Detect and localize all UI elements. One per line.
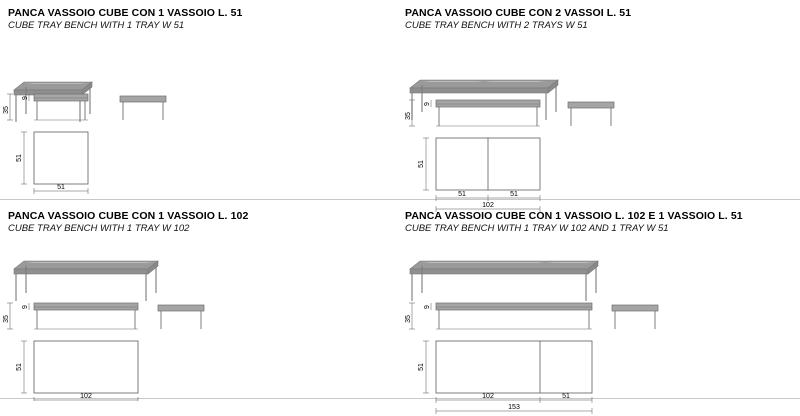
dim-depth-label: 51	[16, 363, 23, 371]
dim-height-label: 35	[3, 315, 10, 323]
section-top-left	[0, 0, 395, 200]
plan-view	[34, 341, 138, 393]
perspective-view	[410, 261, 598, 301]
dimension-tray-height	[22, 303, 29, 310]
plan-view	[34, 132, 88, 184]
dimension-height	[3, 303, 13, 329]
dim-tray-height-label: 9	[424, 305, 431, 309]
plan-view	[436, 138, 540, 190]
dim-tray-height-label: 9	[22, 305, 29, 309]
product-drawing-top-left	[0, 38, 395, 198]
section-subtitle: CUBE TRAY BENCH WITH 1 TRAY W 102 AND 1 TRAY W 51	[405, 223, 669, 234]
dimension-total-width	[436, 404, 592, 414]
dim-total-width-label: 153	[508, 404, 520, 411]
front-elevation	[436, 303, 592, 329]
dimension-widths	[436, 393, 592, 403]
dimension-depth	[16, 341, 27, 393]
dimension-tray-height	[424, 303, 431, 310]
section-subtitle: CUBE TRAY BENCH WITH 1 TRAY W 102	[8, 223, 190, 234]
perspective-view	[14, 261, 158, 301]
dimension-width	[34, 184, 88, 194]
dim-width-label-1: 51	[458, 191, 466, 198]
section-bottom-left	[0, 205, 395, 400]
dim-height-label: 35	[3, 106, 10, 114]
section-title: PANCA VASSOIO CUBE CON 1 VASSOIO L. 51	[8, 7, 243, 19]
dimension-height	[3, 94, 13, 120]
side-elevation	[568, 102, 614, 126]
dim-depth-label: 51	[418, 363, 425, 371]
section-subtitle: CUBE TRAY BENCH WITH 2 TRAYS W 51	[405, 20, 588, 31]
dim-tray-height-label: 9	[424, 102, 431, 106]
dim-total-width-label: 102	[482, 202, 494, 209]
dimension-widths	[436, 191, 540, 201]
dimension-depth	[418, 341, 429, 393]
section-subtitle: CUBE TRAY BENCH WITH 1 TRAY W 51	[8, 20, 185, 31]
dim-height-label: 35	[405, 112, 412, 120]
section-bottom-right	[400, 205, 800, 411]
dim-width-label-2: 51	[510, 191, 518, 198]
side-elevation	[612, 305, 658, 329]
section-title: PANCA VASSOIO CUBE CON 2 VASSOI L. 51	[405, 7, 632, 19]
dim-height-label: 35	[405, 315, 412, 323]
section-title: PANCA VASSOIO CUBE CON 1 VASSOIO L. 102 E 1 VASSOIO L. 51	[405, 210, 743, 222]
dim-width-label: 51	[57, 184, 65, 191]
plan-view	[436, 341, 592, 393]
dim-depth-label: 51	[418, 160, 425, 168]
product-drawing-bottom-left	[0, 241, 395, 401]
perspective-view	[14, 82, 92, 122]
front-elevation	[436, 100, 540, 126]
dimension-depth	[16, 132, 27, 184]
dimension-height	[405, 303, 415, 329]
dimension-tray-height	[424, 100, 431, 107]
product-drawing-bottom-right	[400, 241, 800, 416]
section-title: PANCA VASSOIO CUBE CON 1 VASSOIO L. 102	[8, 210, 249, 222]
side-elevation	[120, 96, 166, 120]
side-elevation	[158, 305, 204, 329]
dimension-depth	[418, 138, 429, 190]
product-drawing-top-right	[400, 38, 800, 218]
dim-tray-height-label: 9	[22, 96, 29, 100]
dim-total-width-label: 102	[80, 393, 92, 400]
dim-depth-label: 51	[16, 154, 23, 162]
front-elevation	[34, 303, 138, 329]
section-top-right	[400, 0, 800, 209]
dim-width-label-2: 51	[562, 393, 570, 400]
dimension-height	[405, 100, 415, 126]
dim-width-label-1: 102	[482, 393, 494, 400]
